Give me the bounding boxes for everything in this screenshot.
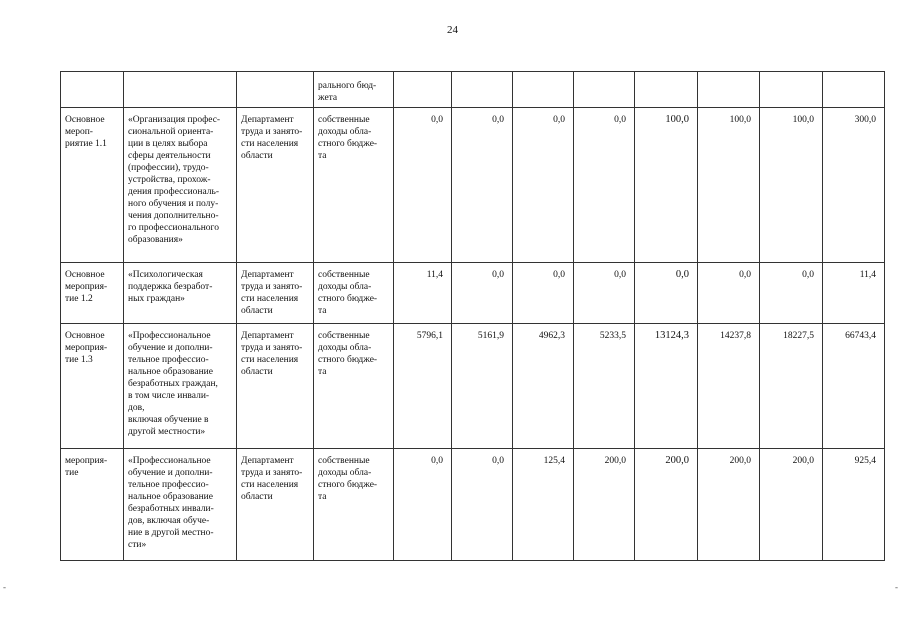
- table-row: [61, 449, 885, 561]
- value-cell: 0,0: [760, 263, 823, 324]
- value-cell: 0,0: [513, 263, 574, 324]
- executor-cell-text: Департамент труда и занято- сти населения области: [241, 331, 303, 377]
- value-cell: 0,0: [394, 449, 452, 561]
- value-cell: 0,0: [574, 263, 635, 324]
- value-cell: [698, 72, 760, 108]
- value-cell: 100,0: [635, 108, 698, 263]
- value-cell: 11,4: [823, 263, 885, 324]
- executor-cell-text: Департамент труда и занято- сти населения области: [241, 115, 303, 161]
- value-cell: 11,4: [394, 263, 452, 324]
- value-cell: 200,0: [698, 449, 760, 561]
- value-cell: 200,0: [635, 449, 698, 561]
- value-cell: 0,0: [452, 108, 513, 263]
- value-cell: 5161,9: [452, 324, 513, 449]
- value-cell: 100,0: [698, 108, 760, 263]
- name-cell-text: «Организация профес- сиональной ориента- ции в целях выбора сферы деятельности (профессии), трудо- устройства, прохож- дения профессиональ- ного обучения и полу- чения дополнительно- го профессионального образования»: [128, 115, 221, 245]
- value-cell: [635, 72, 698, 108]
- value-cell: 13124,3: [635, 324, 698, 449]
- executor-cell: [237, 449, 314, 561]
- value-cell: [394, 72, 452, 108]
- value-cell: 0,0: [452, 263, 513, 324]
- executor-cell: [237, 72, 314, 108]
- left-edge-mark: -: [3, 582, 6, 592]
- funding-source-cell: [314, 263, 394, 324]
- value-cell: [823, 72, 885, 108]
- funding-source-cell: [314, 72, 394, 108]
- value-cell: [513, 72, 574, 108]
- event-cell: [61, 72, 124, 108]
- table-row: [61, 72, 885, 108]
- value-cell: 18227,5: [760, 324, 823, 449]
- funding-source-cell: [314, 324, 394, 449]
- name-cell-text: «Психологическая поддержка безработ- ных граждан»: [128, 270, 213, 304]
- event-cell-text: Основное мероприя- тие 1.3: [65, 331, 108, 365]
- executor-cell: [237, 108, 314, 263]
- name-cell: [124, 108, 237, 263]
- table-row: [61, 324, 885, 449]
- right-edge-mark: -: [895, 582, 898, 592]
- event-cell-text: Основное мероп- риятие 1.1: [65, 115, 107, 149]
- value-cell: 0,0: [574, 108, 635, 263]
- value-cell: 0,0: [452, 449, 513, 561]
- value-cell: 125,4: [513, 449, 574, 561]
- value-cell: 0,0: [698, 263, 760, 324]
- page-number: 24: [447, 24, 458, 36]
- value-cell: 925,4: [823, 449, 885, 561]
- value-cell: 4962,3: [513, 324, 574, 449]
- value-cell: 14237,8: [698, 324, 760, 449]
- name-cell: [124, 263, 237, 324]
- executor-cell-text: Департамент труда и занято- сти населения области: [241, 456, 303, 502]
- value-cell: 5233,5: [574, 324, 635, 449]
- executor-cell: [237, 263, 314, 324]
- event-cell: [61, 263, 124, 324]
- value-cell: [452, 72, 513, 108]
- event-cell-text: мероприя- тие: [65, 456, 108, 478]
- funding-source-cell: [314, 449, 394, 561]
- name-cell: [124, 72, 237, 108]
- event-cell: [61, 108, 124, 263]
- name-cell: [124, 324, 237, 449]
- value-cell: 300,0: [823, 108, 885, 263]
- table-row: [61, 108, 885, 263]
- name-cell-text: «Профессиональное обучение и дополни- тельное профессио- нальное образование безработных граждан, в том числе инвали- дов, включая обучение в другой местности»: [128, 331, 218, 437]
- event-cell: [61, 324, 124, 449]
- value-cell: [760, 72, 823, 108]
- value-cell: 66743,4: [823, 324, 885, 449]
- funding-source-cell-text: рального бюд- жета: [318, 81, 377, 103]
- value-cell: 200,0: [760, 449, 823, 561]
- funding-source-cell-text: собственные доходы обла- стного бюдже- та: [318, 115, 378, 161]
- value-cell: [574, 72, 635, 108]
- name-cell: [124, 449, 237, 561]
- value-cell: 100,0: [760, 108, 823, 263]
- event-cell-text: Основное мероприя- тие 1.2: [65, 270, 108, 304]
- budget-table: [60, 71, 885, 561]
- value-cell: 200,0: [574, 449, 635, 561]
- executor-cell-text: Департамент труда и занято- сти населения области: [241, 270, 303, 316]
- funding-source-cell-text: собственные доходы обла- стного бюдже- та: [318, 456, 378, 502]
- event-cell: [61, 449, 124, 561]
- name-cell-text: «Профессиональное обучение и дополни- тельное профессио- нальное образование безработных инвали- дов, включая обуче- ние в другой местно- сти»: [128, 456, 214, 550]
- funding-source-cell-text: собственные доходы обла- стного бюдже- та: [318, 331, 378, 377]
- funding-source-cell: [314, 108, 394, 263]
- funding-source-cell-text: собственные доходы обла- стного бюдже- та: [318, 270, 378, 316]
- table-row: [61, 263, 885, 324]
- value-cell: 0,0: [635, 263, 698, 324]
- value-cell: 0,0: [513, 108, 574, 263]
- value-cell: 5796,1: [394, 324, 452, 449]
- executor-cell: [237, 324, 314, 449]
- value-cell: 0,0: [394, 108, 452, 263]
